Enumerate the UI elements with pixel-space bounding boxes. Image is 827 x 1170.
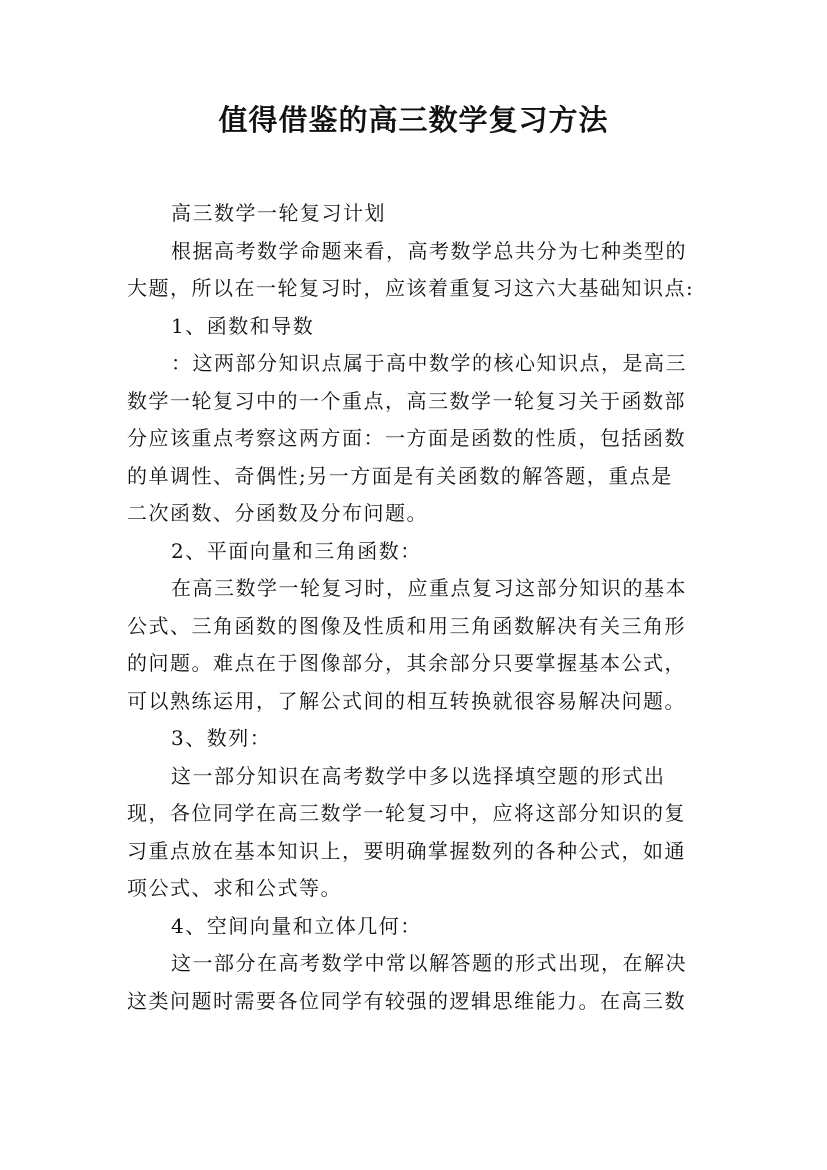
- text-line: 的单调性、奇偶性;另一方面是有关函数的解答题，重点是: [127, 463, 673, 488]
- text-line: 数学一轮复习中的一个重点，高三数学一轮复习关于函数部: [127, 388, 686, 413]
- text-line: 这一部分在高考数学中常以解答题的形式出现，在解决: [171, 951, 687, 975]
- text-line: 这一部分知识在高考数学中多以选择填空题的形式出: [171, 763, 666, 788]
- document-title: 值得借鉴的高三数学复习方法: [218, 103, 609, 137]
- text-line: 习重点放在基本知识上，要明确掌握数列的各种公式，如通: [127, 838, 686, 863]
- text-line: ：这两部分知识点属于高中数学的核心知识点，是高三: [171, 351, 687, 375]
- text-line: 3、数列：: [171, 726, 272, 750]
- text-line: 2、平面向量和三角函数：: [171, 538, 422, 563]
- text-line: 的问题。难点在于图像部分，其余部分只要掌握基本公式，: [127, 651, 686, 675]
- text-line: 可以熟练运用，了解公式间的相互转换就很容易解决问题。: [127, 688, 686, 713]
- text-line: 二次函数、分函数及分布问题。: [127, 501, 428, 525]
- document-body: [127, 195, 709, 1020]
- text-line: 高三数学一轮复习计划: [171, 201, 386, 225]
- text-line: 公式、三角函数的图像及性质和用三角函数解决有关三角形: [127, 613, 686, 638]
- text-line: 大题，所以在一轮复习时，应该着重复习这六大基础知识点:: [127, 276, 695, 300]
- text-line: 在高三数学一轮复习时，应重点复习这部分知识的基本: [171, 576, 687, 600]
- text-line: 4、空间向量和立体几何：: [171, 913, 422, 938]
- text-line: 项公式、求和公式等。: [127, 876, 342, 900]
- text-line: 现，各位同学在高三数学一轮复习中，应将这部分知识的复: [127, 801, 686, 825]
- text-line: 分应该重点考察这两方面：一方面是函数的性质，包括函数: [127, 426, 686, 450]
- text-line: 根据高考数学命题来看，高考数学总共分为七种类型的: [171, 238, 687, 263]
- text-line: 1、函数和导数: [171, 313, 315, 338]
- text-line: 这类问题时需要各位同学有较强的逻辑思维能力。在高三数: [127, 988, 686, 1013]
